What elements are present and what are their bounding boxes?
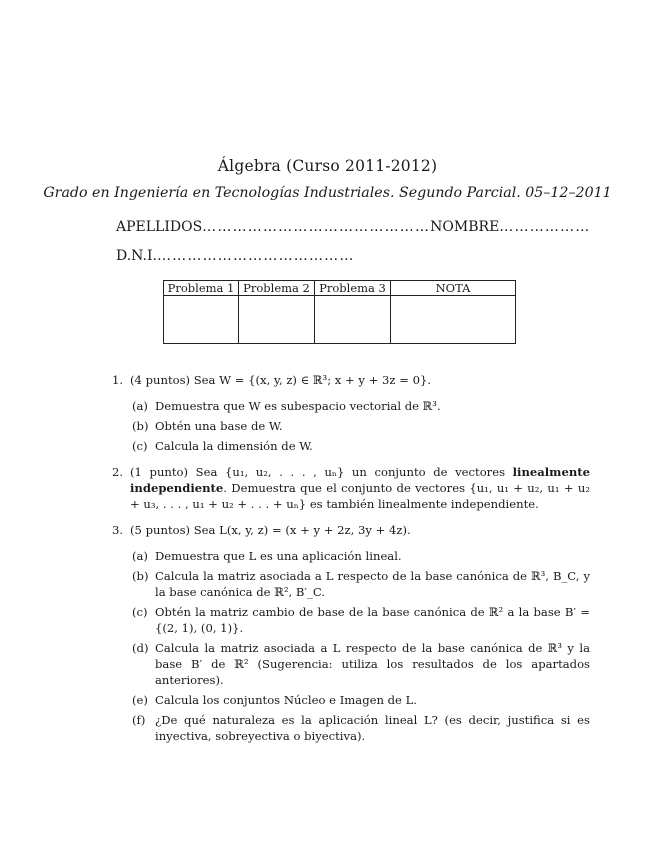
- dni-line: [116, 248, 355, 264]
- grade-header-problem-1: Problema 1: [164, 281, 239, 296]
- problem-number: 1.: [112, 373, 124, 387]
- grade-cell-problem-3[interactable]: [315, 296, 391, 344]
- part-item: [132, 418, 590, 434]
- part-text: ¿De qué naturaleza es la aplicación lineal L? (es decir, justifica si es inyectiva, sobreyectiva o biyectiva).: [155, 713, 590, 743]
- part-label: (c): [132, 605, 148, 619]
- grade-cell-problem-1[interactable]: [164, 296, 239, 344]
- problem-number: 3.: [112, 523, 124, 537]
- grade-table-score-row: [164, 296, 516, 344]
- part-item: [132, 568, 590, 600]
- part-label: (c): [132, 439, 148, 453]
- problem-3: [112, 522, 590, 744]
- part-item: [132, 692, 590, 708]
- grade-header-problem-2: Problema 2: [239, 281, 315, 296]
- problem-1: [112, 372, 590, 454]
- grade-table: [163, 280, 516, 344]
- problem-statement: [130, 464, 590, 512]
- part-text: Calcula la matriz asociada a L respecto de la base canónica de ℝ³, B_C, y la base canónica de ℝ², B′_C.: [155, 569, 590, 599]
- part-label: (d): [132, 641, 149, 655]
- problem-1-parts: [132, 398, 590, 454]
- part-text: Obtén la matriz cambio de base de la base canónica de ℝ² a la base B′ = {(2, 1), (0, 1)}.: [155, 605, 590, 635]
- part-label: (b): [132, 569, 149, 583]
- problem-statement: (5 puntos) Sea L(x, y, z) = (x + y + 2z, 3y + 4z).: [130, 523, 411, 537]
- part-text: Calcula los conjuntos Núcleo e Imagen de L.: [155, 693, 417, 707]
- dni-field[interactable]: …………………………………: [156, 248, 355, 264]
- part-item: [132, 438, 590, 454]
- apellidos-label: APELLIDOS: [116, 219, 203, 235]
- grade-table-header-row: [164, 281, 516, 296]
- part-label: (a): [132, 549, 148, 563]
- part-item: [132, 398, 590, 414]
- part-item: [132, 548, 590, 564]
- part-text: Obtén una base de W.: [155, 419, 283, 433]
- part-item: [132, 640, 590, 688]
- grade-cell-problem-2[interactable]: [239, 296, 315, 344]
- nombre-field[interactable]: ………………: [499, 219, 591, 235]
- grade-header-nota: NOTA: [391, 281, 516, 296]
- apellidos-nombre-line: [116, 219, 591, 235]
- exam-subtitle: Grado en Ingeniería en Tecnologías Industriales. Segundo Parcial. 05–12–2011: [43, 185, 612, 201]
- statement-emphasis: linealmente independiente: [130, 465, 590, 495]
- dni-label: D.N.I.: [116, 248, 157, 264]
- problem-list: [112, 372, 590, 754]
- problem-3-parts: [132, 548, 590, 744]
- part-label: (a): [132, 399, 148, 413]
- part-item: [132, 604, 590, 636]
- exam-title: Álgebra (Curso 2011-2012): [217, 157, 438, 175]
- statement-part: (1 punto) Sea {u₁, u₂, . . . , uₙ} un conjunto de vectores: [130, 465, 513, 479]
- grade-cell-nota[interactable]: [391, 296, 516, 344]
- problem-statement: (4 puntos) Sea W = {(x, y, z) ∈ ℝ³; x + y + 3z = 0}.: [130, 373, 432, 387]
- part-label: (f): [132, 713, 146, 727]
- nombre-label: NOMBRE: [430, 219, 500, 235]
- statement-part: . Demuestra que el conjunto de vectores {u₁, u₁ + u₂, u₁ + u₂ + u₃, . . . , u₁ + u₂ + . . . + uₙ} es también linealmente independiente.: [130, 481, 590, 511]
- problem-2: [112, 464, 590, 512]
- part-text: Calcula la dimensión de W.: [155, 439, 313, 453]
- grade-header-problem-3: Problema 3: [315, 281, 391, 296]
- problem-number: 2.: [112, 465, 124, 479]
- part-label: (e): [132, 693, 148, 707]
- part-text: Calcula la matriz asociada a L respecto de la base canónica de ℝ³ y la base B′ de ℝ² (Sugerencia: utiliza los resultados de los apartados anteriores).: [155, 641, 590, 687]
- apellidos-field[interactable]: ………………………………………: [202, 219, 431, 235]
- part-label: (b): [132, 419, 149, 433]
- part-text: Demuestra que L es una aplicación lineal.: [155, 549, 402, 563]
- part-item: [132, 712, 590, 744]
- part-text: Demuestra que W es subespacio vectorial de ℝ³.: [155, 399, 441, 413]
